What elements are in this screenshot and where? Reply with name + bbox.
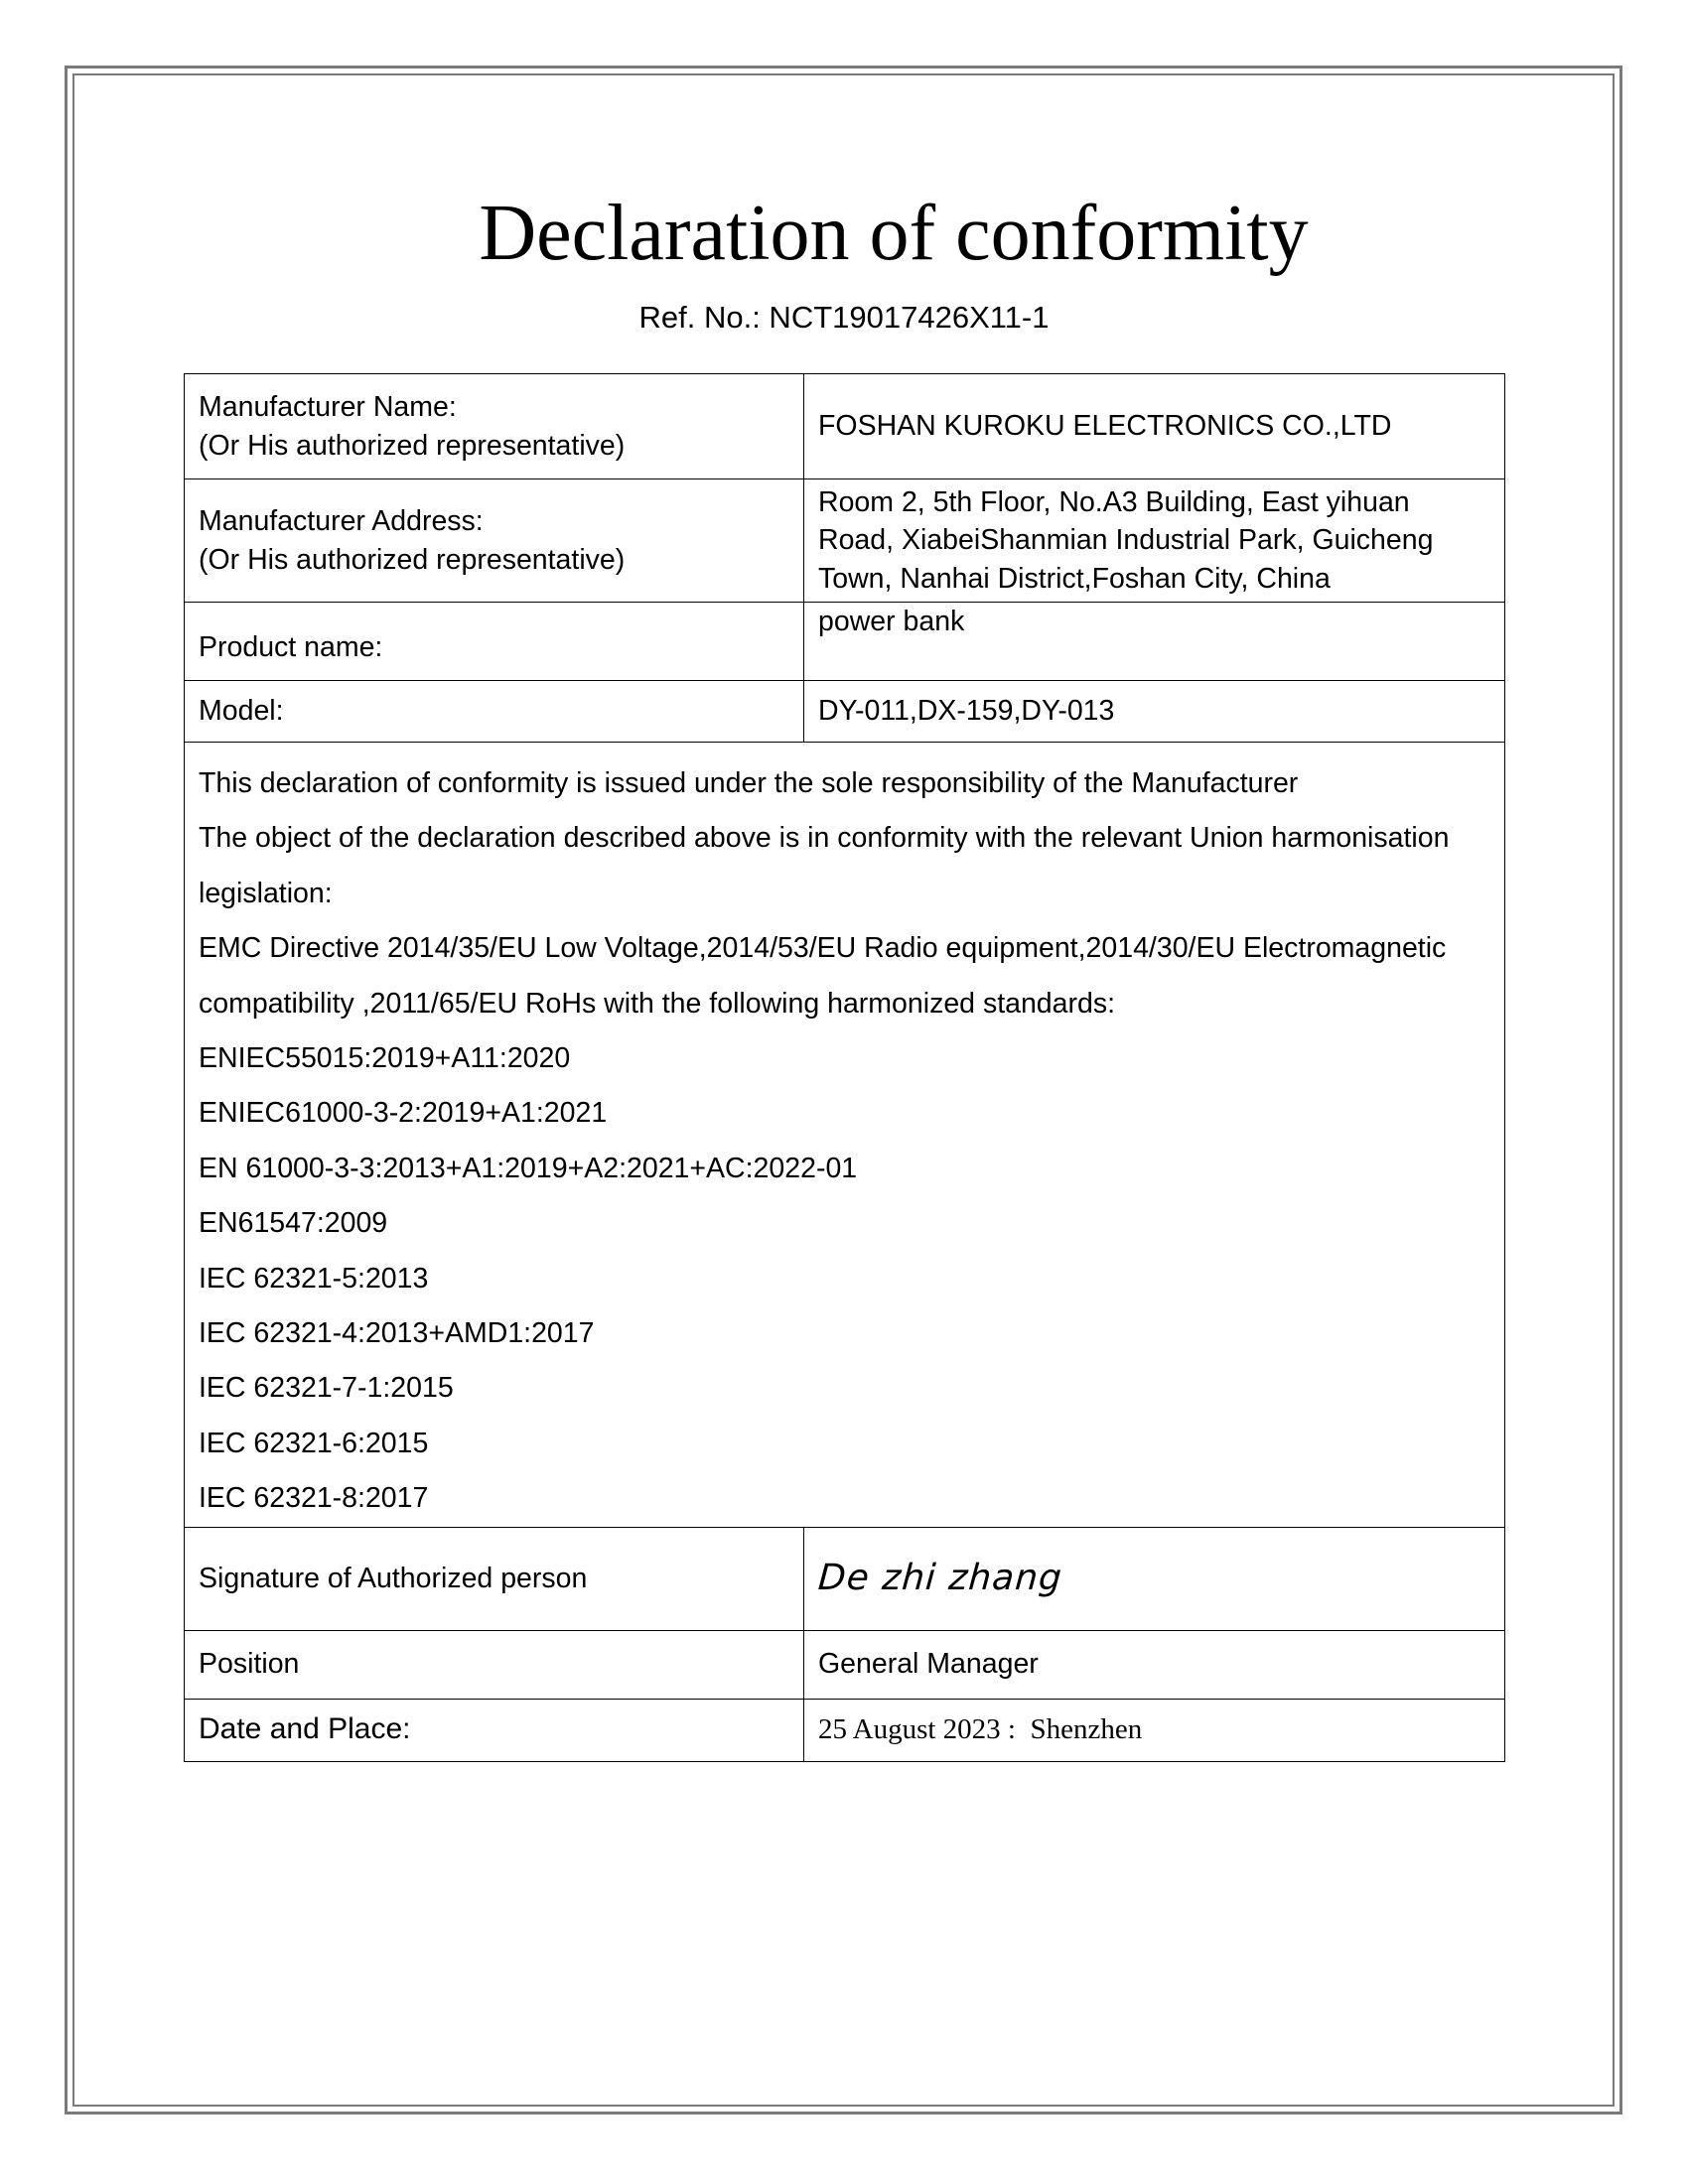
statement-line: The object of the declaration described above is in conformity with the relevant Union harmonisation [199,822,1450,855]
standard-item: IEC 62321-8:2017 [199,1482,429,1515]
manufacturer-address-label: Manufacturer Address: [199,505,484,538]
signature-row [185,1527,1505,1630]
manufacturer-name-label-cell [185,374,804,479]
product-row [185,603,1505,681]
date-place-row [185,1699,1505,1761]
position-row [185,1630,1505,1699]
product-label: Product name: [185,603,804,681]
handwritten-signature: De zhi zhang [816,1557,1064,1598]
model-row [185,681,1505,743]
statement-line: legislation: [199,877,333,909]
signature-label: Signature of Authorized person [185,1527,804,1630]
manufacturer-name-value: FOSHAN KUROKU ELECTRONICS CO.,LTD [804,374,1505,479]
statement-cell [185,743,1505,1528]
standard-item: EN61547:2009 [199,1207,388,1240]
manufacturer-address-sublabel: (Or His authorized representative) [199,543,626,576]
position-value: General Manager [804,1630,1505,1699]
standard-item: IEC 62321-5:2013 [199,1262,429,1295]
declaration-table [184,373,1505,1762]
address-line-2: Road, XiabeiShanmian Industrial Park, Guicheng [818,524,1434,557]
reference-number: Ref. No.: NCT19017426X11-1 [638,300,1050,335]
standard-item: IEC 62321-7-1:2015 [199,1372,454,1405]
standard-item: ENIEC61000-3-2:2019+A1:2021 [199,1097,608,1130]
manufacturer-name-row [185,374,1505,479]
statement-line: This declaration of conformity is issued under the sole responsibility of the Manufacturer [199,767,1299,799]
manufacturer-name-label: Manufacturer Name: [199,391,457,424]
model-label: Model: [185,681,804,743]
address-line-1: Room 2, 5th Floor, No.A3 Building, East yihuan [818,486,1410,519]
product-value: power bank [804,603,1505,681]
standard-item: ENIEC55015:2019+A11:2020 [199,1042,571,1075]
date-place-cell [804,1699,1505,1761]
statement-row [185,743,1505,1528]
address-line-3: Town, Nanhai District,Foshan City, China [818,562,1331,595]
statement-line: EMC Directive 2014/35/EU Low Voltage,2014/53/EU Radio equipment,2014/30/EU Electromagnetic [199,932,1447,965]
manufacturer-name-sublabel: (Or His authorized representative) [199,429,626,462]
manufacturer-address-label-cell [185,479,804,603]
date-place-label: Date and Place: [185,1699,804,1761]
standard-item: IEC 62321-6:2015 [199,1427,429,1459]
signature-cell [804,1527,1505,1630]
statement-line: compatibility ,2011/65/EU RoHs with the following harmonized standards: [199,987,1116,1020]
position-label: Position [185,1630,804,1699]
date-place-value: 25 August 2023 : Shenzhen [818,1713,1143,1746]
standard-item: IEC 62321-4:2013+AMD1:2017 [199,1317,595,1350]
document-title: Declaration of conformity [479,190,1309,277]
manufacturer-address-row [185,479,1505,603]
manufacturer-address-value-cell [804,479,1505,603]
model-value: DY-011,DX-159,DY-013 [804,681,1505,743]
standard-item: EN 61000-3-3:2013+A1:2019+A2:2021+AC:2022-01 [199,1152,858,1184]
